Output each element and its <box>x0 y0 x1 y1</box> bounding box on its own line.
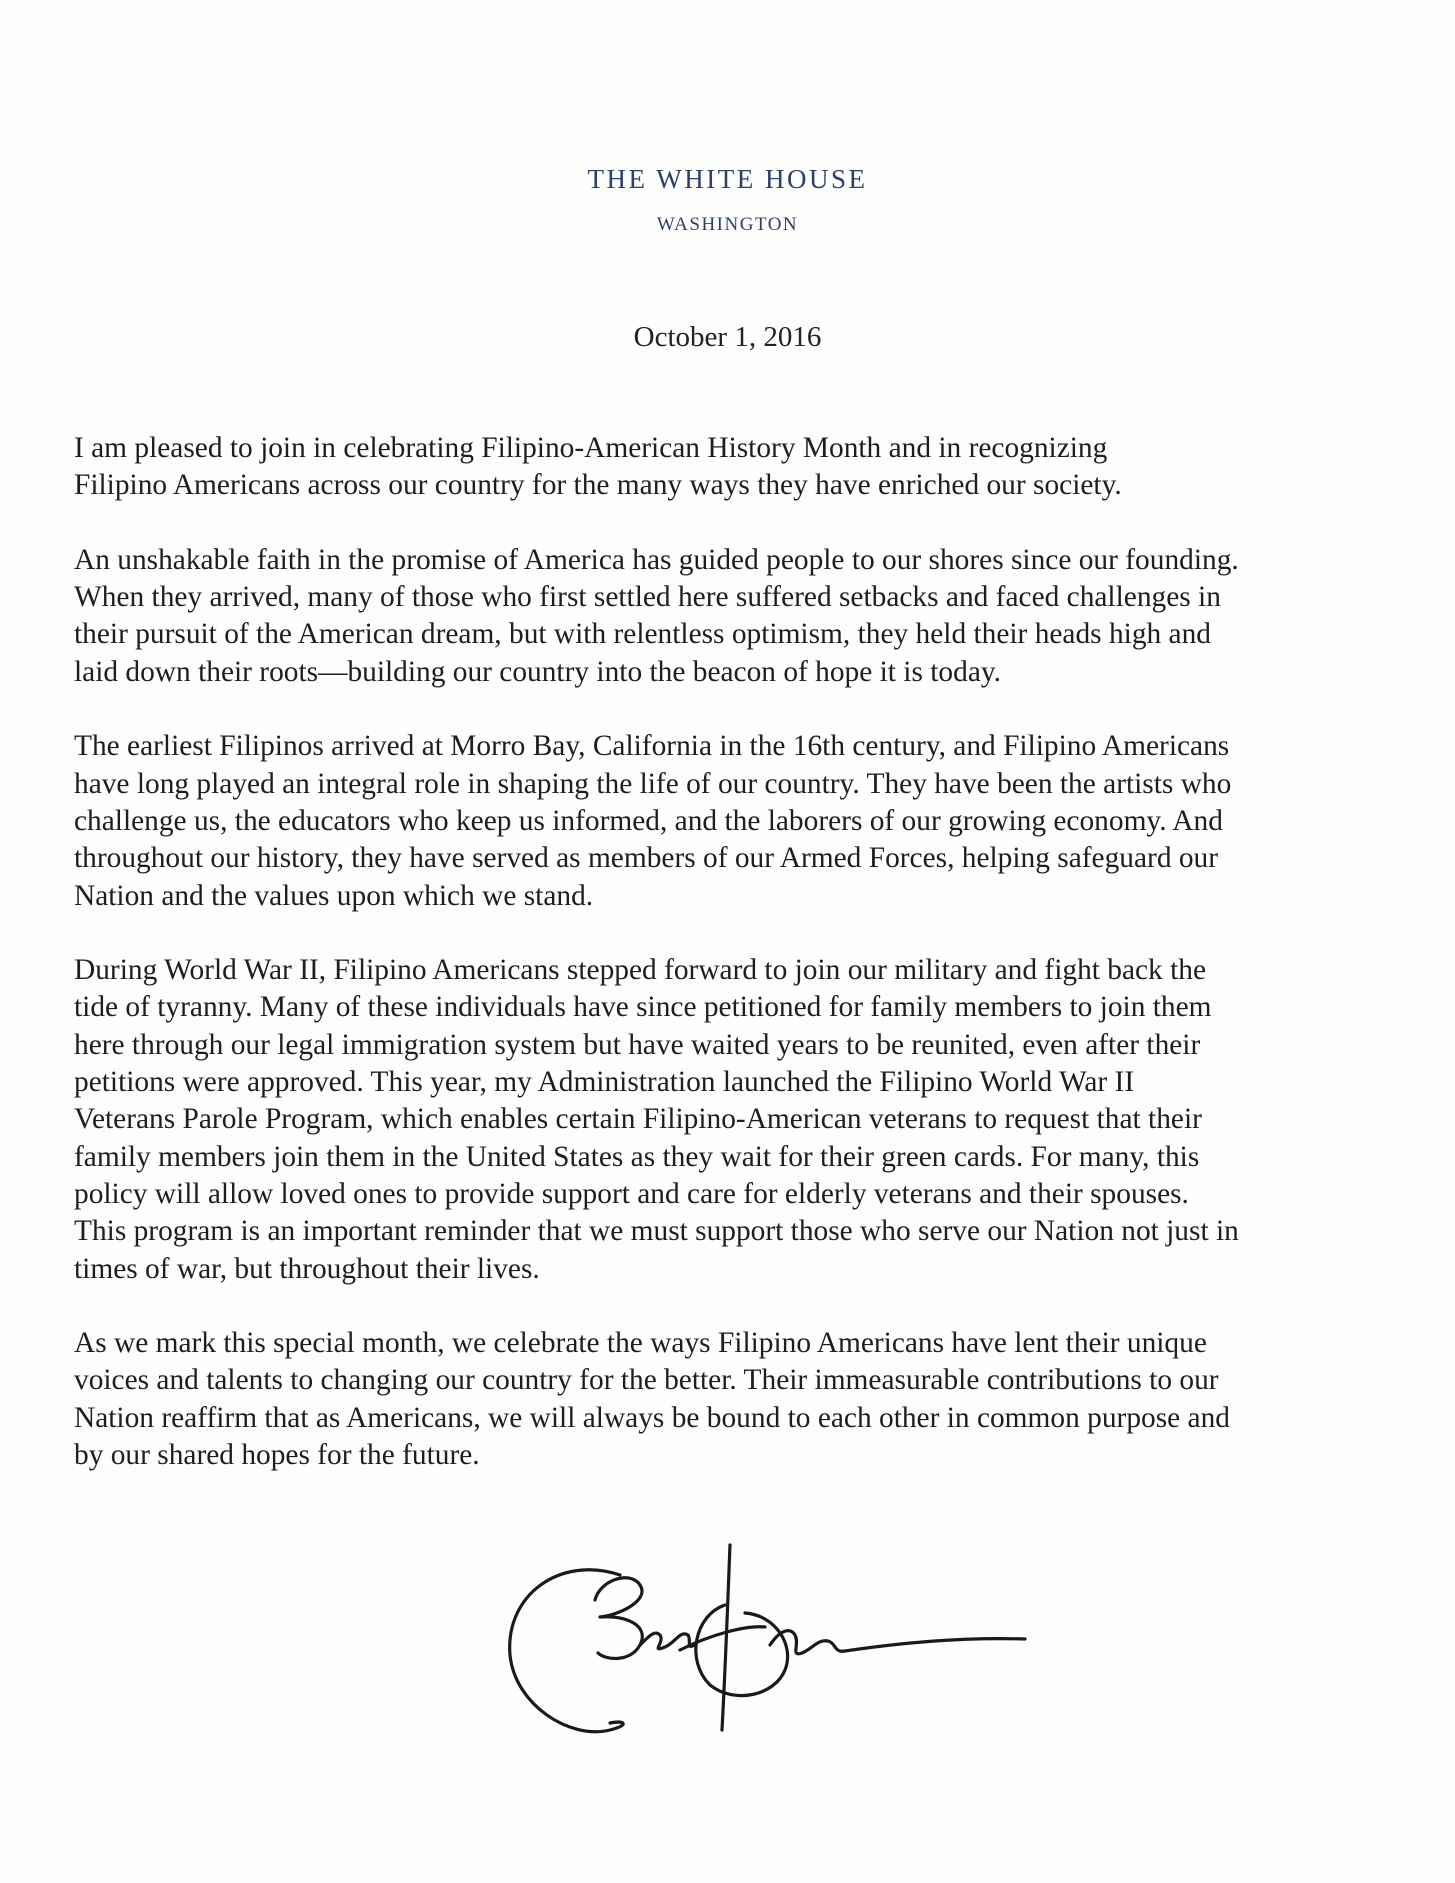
handwritten-signature <box>500 1535 1040 1755</box>
letter-body <box>74 430 1384 1512</box>
letter-date: October 1, 2016 <box>633 321 822 353</box>
paragraph-4: During World War II, Filipino Americans stepped forward to join our military and fight back the tide of tyranny. Many of these individuals have since petitioned for family members to join them here through our legal immigration system but have waited years to be reunited, even after their petitions were approved. This year, my Administration launched the Filipino World War II Veterans Parole Program, which enables certain Filipino-American veterans to request that their family members join them in the United States as they wait for their green cards. For many, this policy will allow loved ones to provide support and care for elderly veterans and their spouses. This program is an important reminder that we must support those who serve our Nation not just in times of war, but throughout their lives. <box>74 954 1239 1285</box>
paragraph-5: As we mark this special month, we celebrate the ways Filipino Americans have lent their unique voices and talents to changing our country for the better. Their immeasurable contributions to our Nation reaffirm that as Americans, we will always be bound to each other in common purpose and by our shared hopes for the future. <box>74 1327 1230 1472</box>
paragraph-3: The earliest Filipinos arrived at Morro Bay, California in the 16th century, and Filipino Americans have long played an integral role in shaping the life of our country. They have been the artists who challenge us, the educators who keep us informed, and the laborers of our growing economy. And throughout our history, they have served as members of our Armed Forces, helping safeguard our Nation and the values upon which we stand. <box>74 730 1232 912</box>
letterhead-title: THE WHITE HOUSE <box>587 164 868 194</box>
paragraph-2: An unshakable faith in the promise of America has guided people to our shores since our founding. When they arrived, many of those who first settled here suffered setbacks and faced challenges in their pursuit of the American dream, but with relentless optimism, they held their heads high and laid down their roots—building our country into the beacon of hope it is today. <box>74 543 1239 688</box>
paragraph-1: I am pleased to join in celebrating Filipino-American History Month and in recognizing Filipino Americans across our country for the many ways they have enriched our society. <box>74 432 1122 502</box>
letterhead-subtitle: WASHINGTON <box>656 214 799 235</box>
